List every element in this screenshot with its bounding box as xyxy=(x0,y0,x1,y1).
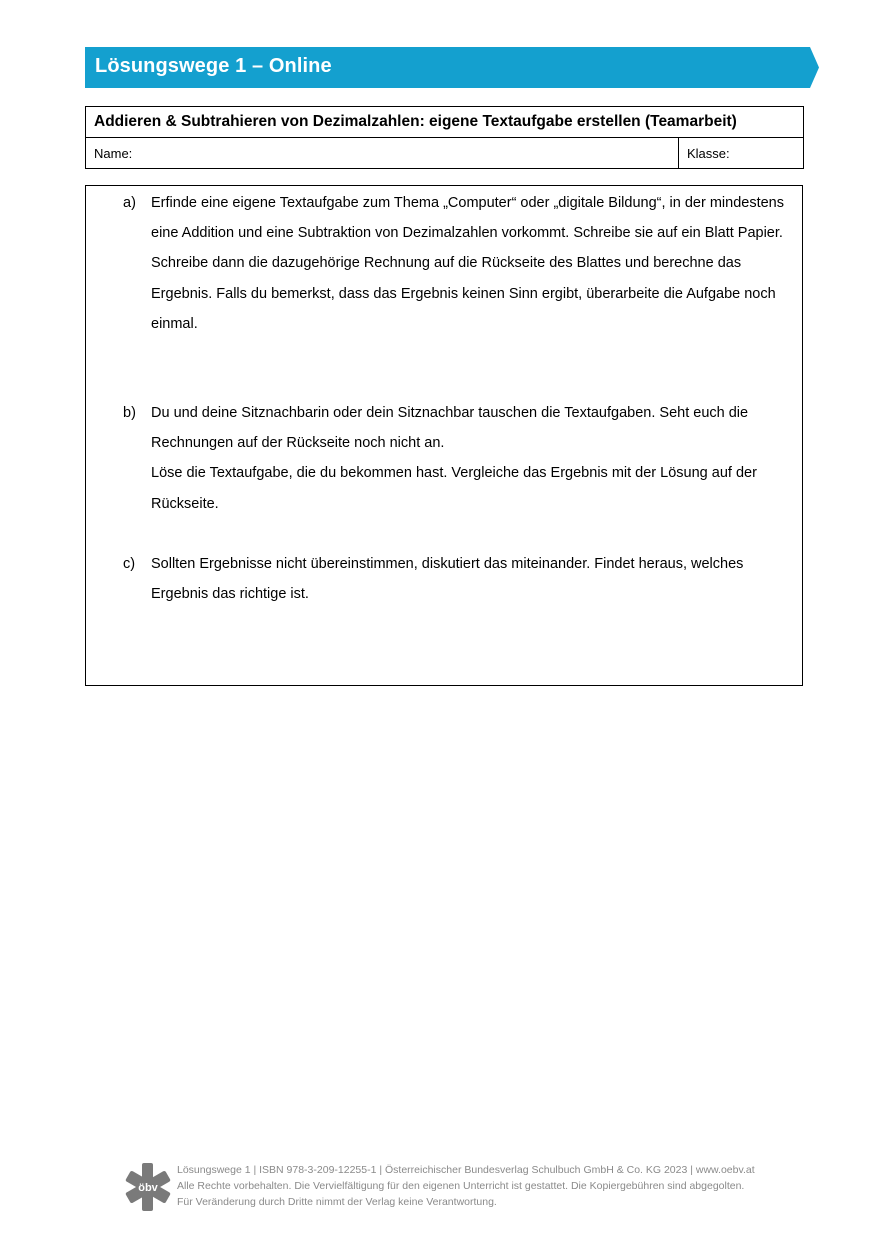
task-text xyxy=(151,188,801,339)
student-info-row xyxy=(86,138,803,168)
task-paragraph: Schreibe dann die dazugehörige Rechnung auf die Rückseite des Blattes und berechne das Ergebnis. Falls du bemerkst, dass das Ergebnis keinen Sinn ergibt, überarbeite die Aufgabe noch einmal. xyxy=(151,255,776,332)
task-paragraph: Sollten Ergebnisse nicht übereinstimmen, diskutiert das miteinander. Findet heraus, welches Ergebnis das richtige ist. xyxy=(151,556,744,603)
task-text xyxy=(151,398,801,519)
task-letter: c) xyxy=(123,556,136,572)
task-box xyxy=(85,185,803,686)
footer-text xyxy=(177,1162,755,1210)
worksheet-title: Addieren & Subtrahieren von Dezimalzahlen: eigene Textaufgabe erstellen (Teamarbeit) xyxy=(86,107,803,138)
task-letter: b) xyxy=(123,405,136,421)
task-paragraph: Erfinde eine eigene Textaufgabe zum Thema „Computer“ oder „digitale Bildung“, in der mindestens eine Addition und eine Subtraktion von Dezimalzahlen vorkommt. Schreibe sie auf ein Blatt Papier. xyxy=(151,195,784,242)
footer-line: Lösungswege 1 | ISBN 978-3-209-12255-1 | Österreichischer Bundesverlag Schulbuch GmbH & Co. KG 2023 | www.oebv.at xyxy=(177,1164,755,1176)
logo-text: öbv xyxy=(138,1182,158,1194)
task-text xyxy=(151,549,801,609)
task-paragraph: Löse die Textaufgabe, die du bekommen hast. Vergleiche das Ergebnis mit der Lösung auf der Rückseite. xyxy=(151,465,757,512)
name-field: Name: xyxy=(86,138,679,168)
publisher-logo xyxy=(125,1163,171,1211)
footer xyxy=(125,1160,785,1220)
banner-title: Lösungswege 1 – Online xyxy=(95,55,332,77)
footer-line: Für Veränderung durch Dritte nimmt der Verlag keine Verantwortung. xyxy=(177,1196,497,1208)
task-letter: a) xyxy=(123,195,136,211)
header-banner xyxy=(85,47,819,88)
class-field: Klasse: xyxy=(687,146,730,161)
footer-line: Alle Rechte vorbehalten. Die Vervielfältigung für den eigenen Unterricht ist gestattet. Die Kopiergebühren sind abgegolten. xyxy=(177,1180,745,1192)
worksheet-header xyxy=(85,106,804,169)
task-paragraph: Du und deine Sitznachbarin oder dein Sitznachbar tauschen die Textaufgaben. Seht euch die Rechnungen auf der Rückseite noch nicht an. xyxy=(151,405,749,452)
